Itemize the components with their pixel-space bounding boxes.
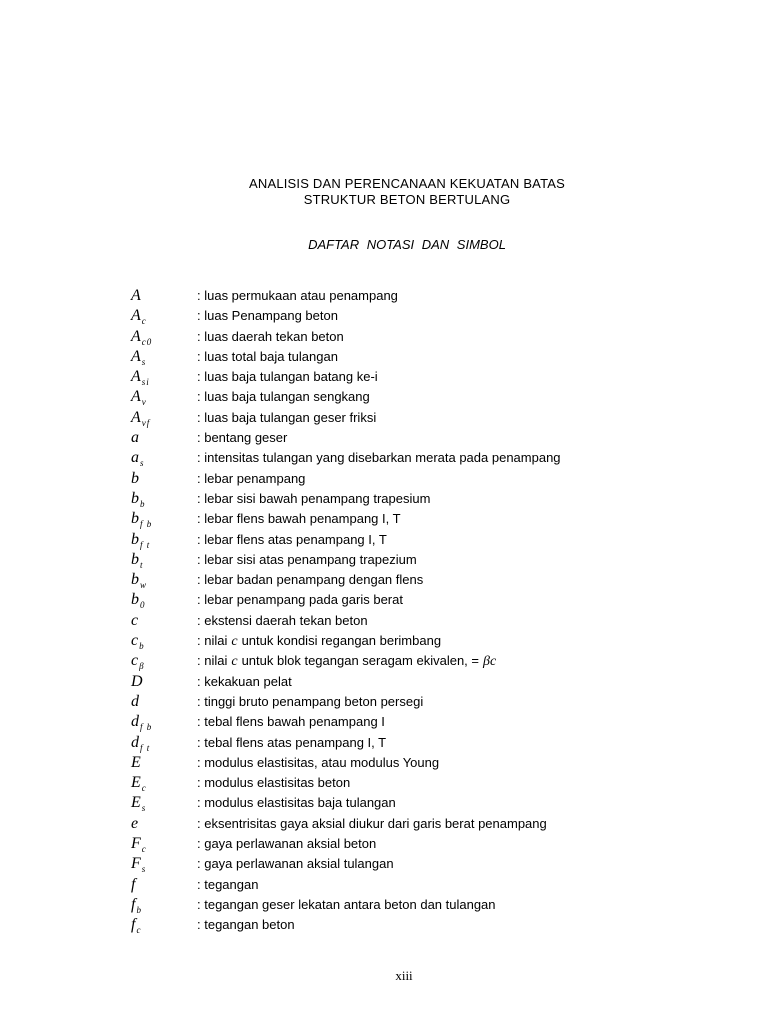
notation-entry (128, 428, 748, 448)
symbol-subscript: s (141, 356, 147, 367)
description-text: : intensitas tulangan yang disebarkan merata pada penampang (197, 450, 561, 466)
symbol-base: A (131, 408, 141, 426)
symbol-base: E (131, 774, 141, 792)
symbol-base: A (131, 307, 141, 325)
notation-symbol (131, 895, 142, 916)
symbol-base: e (131, 814, 139, 832)
notation-description (197, 693, 423, 711)
notation-symbol (131, 692, 139, 712)
symbol-base: c (131, 652, 139, 670)
description-text: : luas baja tulangan geser friksi (197, 409, 377, 425)
symbol-base: F (131, 835, 141, 853)
description-text: : nilai (197, 633, 228, 649)
description-text: : luas permukaan atau penampang (197, 288, 398, 303)
notation-entry (128, 854, 748, 874)
notation-description (197, 307, 338, 325)
symbol-base: d (131, 692, 139, 710)
document-title (0, 176, 768, 208)
notation-entry (128, 733, 748, 753)
description-text-after: untuk kondisi regangan berimbang (241, 633, 442, 649)
description-text: : lebar penampang (197, 470, 306, 486)
notation-description (197, 571, 423, 589)
symbol-subscript: c (141, 783, 147, 794)
notation-description (197, 734, 386, 752)
notation-entry (128, 692, 748, 712)
notation-description (197, 754, 439, 772)
notation-symbol (131, 631, 145, 652)
symbol-base: A (131, 347, 141, 365)
notation-entry (128, 915, 748, 935)
description-text: : tegangan geser lekatan antara beton dan tulangan (197, 896, 496, 912)
symbol-subscript: c (141, 844, 147, 855)
symbol-subscript: β (139, 661, 145, 672)
notation-description (197, 652, 500, 671)
symbol-subscript: b (140, 498, 146, 509)
notation-symbol (131, 753, 141, 773)
notation-entry (128, 570, 748, 590)
symbol-subscript: c0 (141, 336, 153, 347)
description-text: : tegangan beton (197, 917, 295, 933)
notation-description (197, 835, 376, 853)
title-line-1: ANALISIS DAN PERENCANAAN KEKUATAN BATAS (248, 176, 566, 191)
notation-description (197, 632, 441, 651)
description-text: : modulus elastisitas baja tulangan (197, 795, 396, 811)
notation-description (197, 794, 396, 812)
notation-description (197, 368, 378, 386)
description-text-after: untuk blok tegangan seragam ekivalen, = (241, 653, 479, 669)
symbol-subscript: s (140, 458, 145, 469)
notation-entry (128, 408, 748, 428)
notation-description (197, 612, 368, 630)
notation-entry (128, 793, 748, 813)
inline-symbol: c (231, 634, 238, 650)
notation-description (197, 287, 398, 305)
notation-symbol (131, 428, 139, 448)
notation-symbol (131, 327, 152, 348)
notation-entry (128, 327, 748, 347)
notation-description (197, 876, 258, 894)
notation-symbol (131, 672, 143, 692)
symbol-base: F (131, 855, 141, 873)
notation-description (197, 591, 403, 609)
notation-symbol (131, 875, 135, 895)
notation-symbol (131, 814, 138, 834)
symbol-base: E (131, 753, 141, 771)
description-text: : lebar penampang pada garis berat (197, 592, 403, 608)
notation-entry (128, 814, 748, 834)
notation-symbol (131, 550, 144, 571)
symbol-subscript: t (140, 559, 144, 570)
symbol-base: b (131, 489, 139, 507)
notation-symbol (131, 712, 152, 733)
symbol-subscript: b (139, 641, 145, 652)
notation-entry (128, 773, 748, 793)
description-text: : tebal flens bawah penampang I (197, 714, 385, 730)
symbol-base: d (131, 733, 139, 751)
notation-entry (128, 875, 748, 895)
notation-symbol (131, 489, 146, 510)
notation-symbol (131, 530, 150, 551)
symbol-base: b (131, 510, 139, 528)
description-text: : luas daerah tekan beton (197, 328, 344, 344)
description-text: : tinggi bruto penampang beton persegi (197, 693, 424, 709)
symbol-base: a (131, 449, 139, 467)
notation-description (197, 409, 376, 427)
symbol-subscript: si (141, 377, 150, 388)
notation-entry (128, 611, 748, 631)
notation-description (197, 815, 547, 833)
description-text: : lebar flens atas penampang I, T (197, 531, 387, 547)
notation-entry (128, 550, 748, 570)
notation-symbol (131, 448, 145, 469)
symbol-base: c (131, 611, 139, 629)
symbol-base: f (131, 916, 136, 934)
description-text: : eksentrisitas gaya aksial diukur dari garis berat penampang (197, 815, 547, 831)
description-text: : luas total baja tulangan (197, 348, 338, 364)
page-number: xiii (395, 968, 413, 983)
notation-entry (128, 489, 748, 509)
symbol-subscript: f t (140, 742, 151, 753)
symbol-subscript: s (141, 864, 147, 875)
description-text: : lebar sisi bawah penampang trapesium (197, 490, 431, 506)
notation-symbol (131, 733, 150, 754)
symbol-base: b (131, 591, 139, 609)
notation-entry (128, 590, 748, 610)
description-text: : lebar badan penampang dengan flens (197, 572, 424, 588)
notation-entry (128, 367, 748, 387)
notation-description (197, 449, 561, 467)
symbol-base: A (131, 327, 141, 345)
description-text: : gaya perlawanan aksial beton (197, 836, 377, 852)
notation-symbol (131, 773, 147, 794)
symbol-base: c (131, 632, 139, 650)
notation-symbol (131, 854, 146, 875)
symbol-base: b (131, 550, 139, 568)
description-text: : nilai (197, 653, 228, 669)
symbol-base: f (131, 875, 136, 893)
symbol-base: D (131, 672, 143, 690)
notation-symbol (131, 793, 146, 814)
notation-entry (128, 712, 748, 732)
notation-symbol (131, 651, 145, 672)
notation-entry (128, 895, 748, 915)
symbol-subscript: f t (140, 539, 151, 550)
description-text: : modulus elastisitas, atau modulus Young (197, 754, 440, 770)
symbol-base: E (131, 794, 141, 812)
notation-entry (128, 347, 748, 367)
notation-symbol (131, 570, 147, 591)
symbol-base: d (131, 713, 139, 731)
notation-entry (128, 651, 748, 671)
notation-symbol (131, 834, 147, 855)
notation-symbol (131, 590, 146, 611)
section-subtitle: DAFTAR NOTASI DAN SIMBOL (308, 237, 506, 252)
notation-symbol (131, 367, 150, 388)
description-text: : kekakuan pelat (197, 673, 292, 689)
description-text: : luas baja tulangan sengkang (197, 389, 370, 405)
symbol-base: A (131, 287, 141, 304)
notation-symbol (131, 306, 147, 327)
symbol-base: b (131, 469, 139, 487)
notation-entry (128, 387, 748, 407)
notation-entry (128, 509, 748, 529)
notation-symbol (131, 509, 152, 530)
description-text: : tebal flens atas penampang I, T (197, 734, 387, 750)
notation-description (197, 551, 417, 569)
notation-entry (128, 672, 748, 692)
symbol-subscript: s (141, 803, 147, 814)
notation-entry (128, 448, 748, 468)
symbol-subscript: c (141, 316, 147, 327)
notation-entry (128, 306, 748, 326)
description-text: : bentang geser (197, 430, 288, 446)
symbol-base: A (131, 368, 141, 386)
notation-description (197, 328, 344, 346)
notation-symbol (131, 408, 150, 429)
symbol-subscript: v (141, 397, 147, 408)
description-text: : gaya perlawanan aksial tulangan (197, 856, 394, 872)
notation-description (197, 531, 387, 549)
notation-entry (128, 469, 748, 489)
notation-description (197, 774, 350, 792)
notation-description (197, 916, 295, 934)
notation-symbol (131, 469, 139, 489)
notation-entry (128, 753, 748, 773)
symbol-subscript: vf (141, 417, 151, 428)
description-text: : luas baja tulangan batang ke-i (197, 369, 378, 385)
notation-description (197, 388, 370, 406)
symbol-base: b (131, 530, 139, 548)
notation-description (197, 896, 496, 914)
notation-description (197, 713, 385, 731)
description-text: : lebar sisi atas penampang trapezium (197, 551, 417, 567)
notation-description (197, 490, 430, 508)
symbol-subscript: b (136, 904, 142, 915)
symbol-subscript: f b (140, 519, 153, 530)
notation-entry (128, 530, 748, 550)
notation-description (197, 429, 287, 447)
inline-symbol: c (231, 654, 238, 670)
notation-description (197, 673, 292, 691)
notation-description (197, 855, 394, 873)
description-text: : ekstensi daerah tekan beton (197, 612, 368, 628)
notation-symbol (131, 347, 146, 368)
symbol-base: A (131, 388, 141, 406)
inline-symbol-2: βc (483, 654, 497, 670)
notation-description (197, 510, 401, 528)
notation-entry (128, 834, 748, 854)
title-line-2: STRUKTUR BETON BERTULANG (303, 192, 511, 207)
notation-symbol (131, 915, 141, 936)
symbol-subscript: w (140, 580, 148, 591)
symbol-base: f (131, 895, 136, 913)
notation-symbol (131, 611, 138, 631)
notation-symbol (131, 387, 147, 408)
symbol-base: a (131, 429, 139, 447)
description-text: : lebar flens bawah penampang I, T (197, 511, 401, 527)
symbol-base: b (131, 571, 139, 589)
description-text: : modulus elastisitas beton (197, 775, 351, 791)
notation-symbol (131, 286, 141, 306)
description-text: : luas Penampang beton (197, 308, 338, 324)
symbol-subscript: 0 (140, 600, 146, 611)
symbol-subscript: f b (140, 722, 153, 733)
notation-entry (128, 631, 748, 651)
description-text: : tegangan (197, 876, 259, 892)
notation-description (197, 470, 305, 488)
notation-list (128, 286, 748, 936)
notation-description (197, 348, 338, 366)
notation-entry (128, 286, 748, 306)
symbol-subscript: c (136, 925, 142, 936)
